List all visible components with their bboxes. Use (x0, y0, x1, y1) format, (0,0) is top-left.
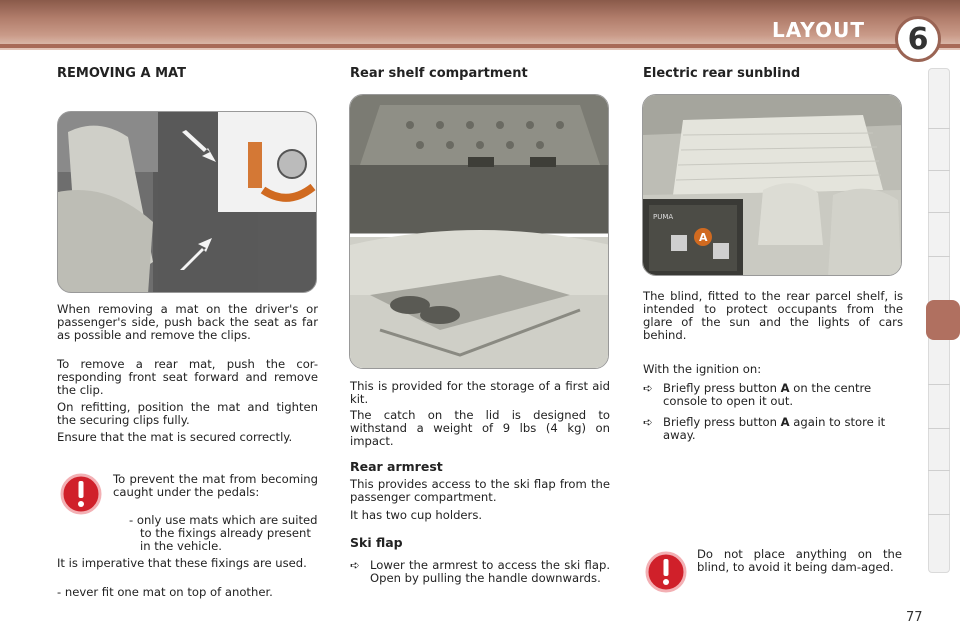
chapter-number-badge (895, 16, 941, 62)
mat-warning-text: To prevent the mat from becoming caught under the pedals: (113, 472, 318, 499)
tab-divider (928, 470, 950, 471)
sunblind-heading: Electric rear sunblind (643, 66, 801, 81)
sunblind-item-2-pre: Briefly press button (663, 415, 781, 429)
mat-illustration (58, 112, 317, 293)
button-a-ref: A (780, 415, 790, 429)
mat-paragraph-3: On refitting, position the mat and tighten the securing clips fully. (57, 400, 318, 427)
rear-armrest-heading: Rear armrest (350, 459, 443, 474)
rear-armrest-paragraph-1: This provides access to the ski flap from the passenger compartment. (350, 477, 610, 504)
tab-divider (928, 514, 950, 515)
sunblind-paragraph-1: The blind, fitted to the rear parcel shelf, is intended to protect occupants from the glare of the sun and the lights of cars behind. (643, 289, 903, 342)
chapter-title: LAYOUT (772, 18, 865, 42)
mat-paragraph-2: To remove a rear mat, push the cor-responding front seat forward and remove the clip. (57, 357, 318, 397)
sunblind-item-1 (643, 382, 903, 408)
sunblind-item-2-post: again to store it away. (663, 415, 886, 442)
mat-paragraph-5: It is imperative that these fixings are used. (57, 556, 307, 570)
removing-mat-heading: REMOVING A MAT (57, 66, 186, 81)
tab-divider (928, 128, 950, 129)
rear-shelf-photo (349, 94, 609, 369)
sunblind-item-1-pre: Briefly press button (663, 381, 781, 395)
sunblind-item-2 (643, 416, 903, 442)
tab-divider (928, 170, 950, 171)
bullet-arrow-icon: ➪ (643, 415, 653, 429)
mat-paragraph-4: Ensure that the mat is secured correctly. (57, 430, 293, 444)
header-divider (0, 44, 960, 48)
tab-divider (928, 212, 950, 213)
rear-shelf-illustration (350, 95, 609, 369)
mat-paragraph-1: When removing a mat on the driver's or passenger's side, push back the seat as far as possible and remove the clips. (57, 302, 318, 342)
tab-divider (928, 256, 950, 257)
ski-flap-text: Lower the armrest to access the ski flap. Open by pulling the handle downwards. (370, 558, 610, 585)
tab-divider (928, 428, 950, 429)
sunblind-warning-text: Do not place anything on the blind, to avoid it being dam-aged. (697, 547, 902, 574)
sunblind-photo (642, 94, 902, 276)
bullet-arrow-icon: ➪ (350, 558, 360, 572)
rear-shelf-heading: Rear shelf compartment (350, 66, 528, 81)
chapter-number: 6 (907, 21, 929, 57)
button-a-ref: A (780, 381, 790, 395)
warning-icon (645, 551, 687, 593)
sunblind-illustration (643, 95, 902, 276)
rear-shelf-paragraph-1: This is provided for the storage of a first aid kit. (350, 379, 610, 406)
tab-divider (928, 384, 950, 385)
sunblind-item-1-post: on the centre console to open it out. (663, 381, 872, 408)
svg-text:PUMA: PUMA (653, 213, 674, 221)
bullet-arrow-icon: ➪ (643, 381, 653, 395)
chapter-tab-active[interactable] (926, 300, 960, 340)
rear-shelf-paragraph-2: The catch on the lid is designed to withstand a weight of 9 lbs (4 kg) on impact. (350, 408, 610, 448)
mat-paragraph-6: - never fit one mat on top of another. (57, 585, 273, 599)
warning-icon (60, 473, 102, 515)
ski-flap-heading: Ski flap (350, 535, 403, 550)
ski-flap-item (350, 559, 610, 585)
sunblind-paragraph-2: With the ignition on: (643, 362, 762, 376)
page-number: 77 (906, 610, 923, 625)
mat-warning-item: - only use mats which are suited to the fixings already present in the vehicle. (129, 513, 318, 553)
mat-photo (57, 111, 317, 293)
rear-armrest-paragraph-2: It has two cup holders. (350, 508, 483, 522)
button-a-label: A (699, 231, 708, 244)
